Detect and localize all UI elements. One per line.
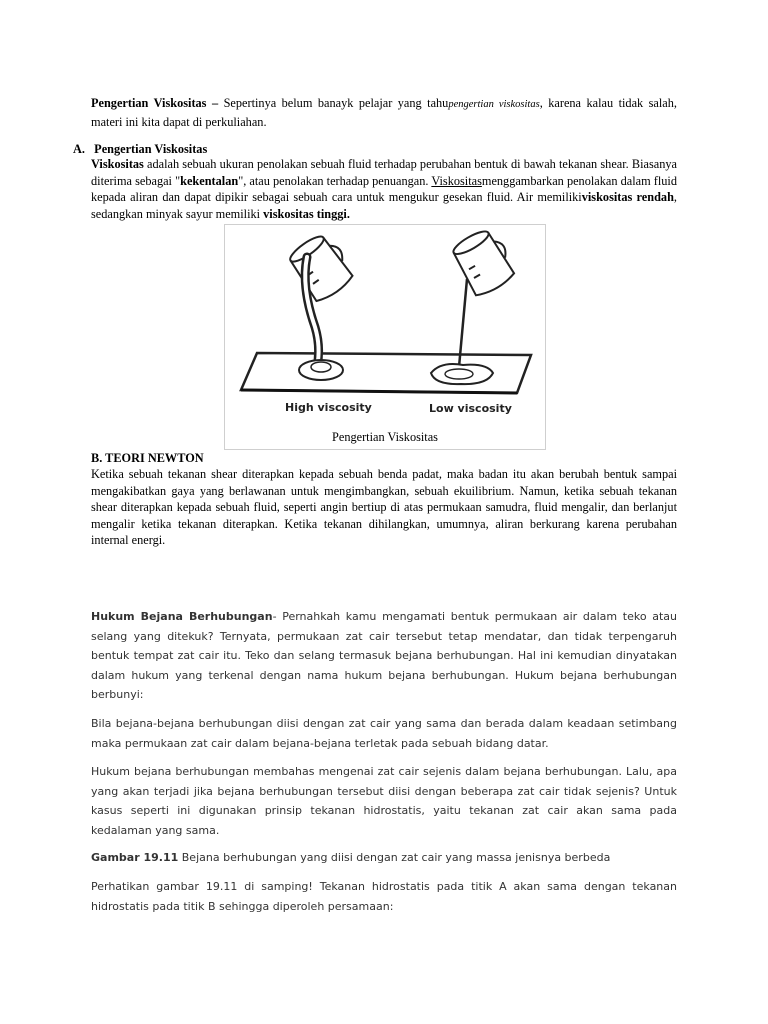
section-a-text-4: , sedangkan minyak sayur memiliki — [91, 190, 677, 221]
bejana-dash: - — [272, 610, 283, 623]
section-a-text-2: ", atau penolakan terhadap penuangan. — [238, 173, 432, 188]
section-a-text-3: menggambarkan penolakan dalam fluid kepada aliran dan dapat dipikir sebagai sebuah cara untuk mengukur gesekan fluid. Air memiliki — [91, 173, 677, 204]
left-beaker-shape — [285, 229, 358, 304]
viskositas-tinggi: viskositas tinggi. — [263, 206, 350, 221]
bejana-paragraph-2: Bila bejana-bejana berhubungan diisi dengan zat cair yang sama dan berada dalam keadaan setimbang maka permukaan zat cair dalam bejana-bejana terletak pada sebuah bidang datar. — [91, 717, 677, 750]
intro-text-a: Sepertinya belum banayk pelajar yang tahu — [218, 96, 449, 110]
label-high: High viscosity — [285, 401, 372, 414]
right-beaker-shape — [449, 227, 520, 299]
section-b-paragraph: Ketika sebuah tekanan shear diterapkan kepada sebuah benda padat, maka badan itu akan berubah bentuk sampai mengakibatkan gaya yang berlawanan untuk mengimbangkan, sebuah ekuilibrium. Namun, ketika sebuah tekanan shear diterapkan kepada sebuah fluid, seperti angin bertiup di atas permukaan samudra, fluid mengalir, dan berlanjut mengalir ketika tekanan diterapkan. Ketika tekanan dihilangkan, umumnya, aliran berkurang karena perubahan internal energi. — [91, 467, 677, 547]
bejana-text-1: Pernahkah kamu mengamati bentuk permukaan air dalam teko atau selang yang ditekuk? Ternyata, permukaan zat cair tersebut tetap mendatar, dan tidak terpengaruh bentuk tempat zat cair itu. Teko dan selang termasuk bejana berhubungan. Hal ini kemudian dinyatakan dalam hukum yang terkenal dengan nama hukum bejana berhubungan. Hukum bejana berhubungan berbunyi: — [91, 610, 678, 701]
viskositas-link[interactable]: Viskositas — [431, 173, 482, 188]
intro-title: Pengertian Viskositas – — [91, 96, 219, 110]
bejana-paragraph-3: Hukum bejana berhubungan membahas mengenai zat cair sejenis dalam bejana berhubungan. Lalu, apa yang akan terjadi jika bejana berhubungan tersebut diisi dengan beberapa zat cair tidak sejenis? Untuk kasus seperti ini digunakan prinsip tekanan hidrostatis, yaitu tekanan zat cair akan sama pada kedalaman yang sama. — [91, 765, 677, 837]
bejana-title: Hukum Bejana Berhubungan — [91, 610, 273, 623]
section-a-paragraph — [91, 156, 677, 222]
bejana-figure-caption — [91, 848, 677, 868]
figure-caption-text: Bejana berhubungan yang diisi dengan zat cair yang massa jenisnya berbeda — [178, 851, 611, 864]
section-a-heading: A. Pengertian Viskositas — [73, 142, 208, 156]
high-viscosity-puddle — [299, 360, 343, 380]
section-a-text-1: adalah sebuah ukuran penolakan sebuah fluid terhadap perubahan bentuk di bawah tekanan shear. Biasanya diterima sebagai " — [91, 157, 677, 188]
kekentalan-term: kekentalan — [180, 173, 239, 188]
bejana-paragraph-4: Perhatikan gambar 19.11 di samping! Tekanan hidrostatis pada titik A akan sama dengan tekanan hidrostatis pada titik B sehingga diperoleh persamaan: — [91, 880, 677, 913]
section-b-heading: B. TEORI NEWTON — [91, 451, 204, 465]
figure-number: Gambar 19.11 — [91, 851, 179, 864]
label-low: Low viscosity — [429, 402, 512, 415]
intro-text-b: , karena kalau tidak salah, materi ini kita dapat di perkuliahan. — [91, 96, 677, 129]
viskositas-term: Viskositas — [91, 157, 144, 171]
intro-paragraph — [91, 95, 677, 130]
intro-italic-term: pengertian viskositas — [448, 99, 540, 110]
viscosity-figure — [224, 224, 546, 450]
figure-caption: Pengertian Viskositas — [332, 430, 438, 444]
bejana-paragraph-1 — [91, 607, 677, 705]
viscosity-illustration — [231, 227, 539, 427]
low-viscosity-puddle — [431, 364, 493, 384]
viskositas-rendah: viskositas rendah — [581, 190, 674, 204]
